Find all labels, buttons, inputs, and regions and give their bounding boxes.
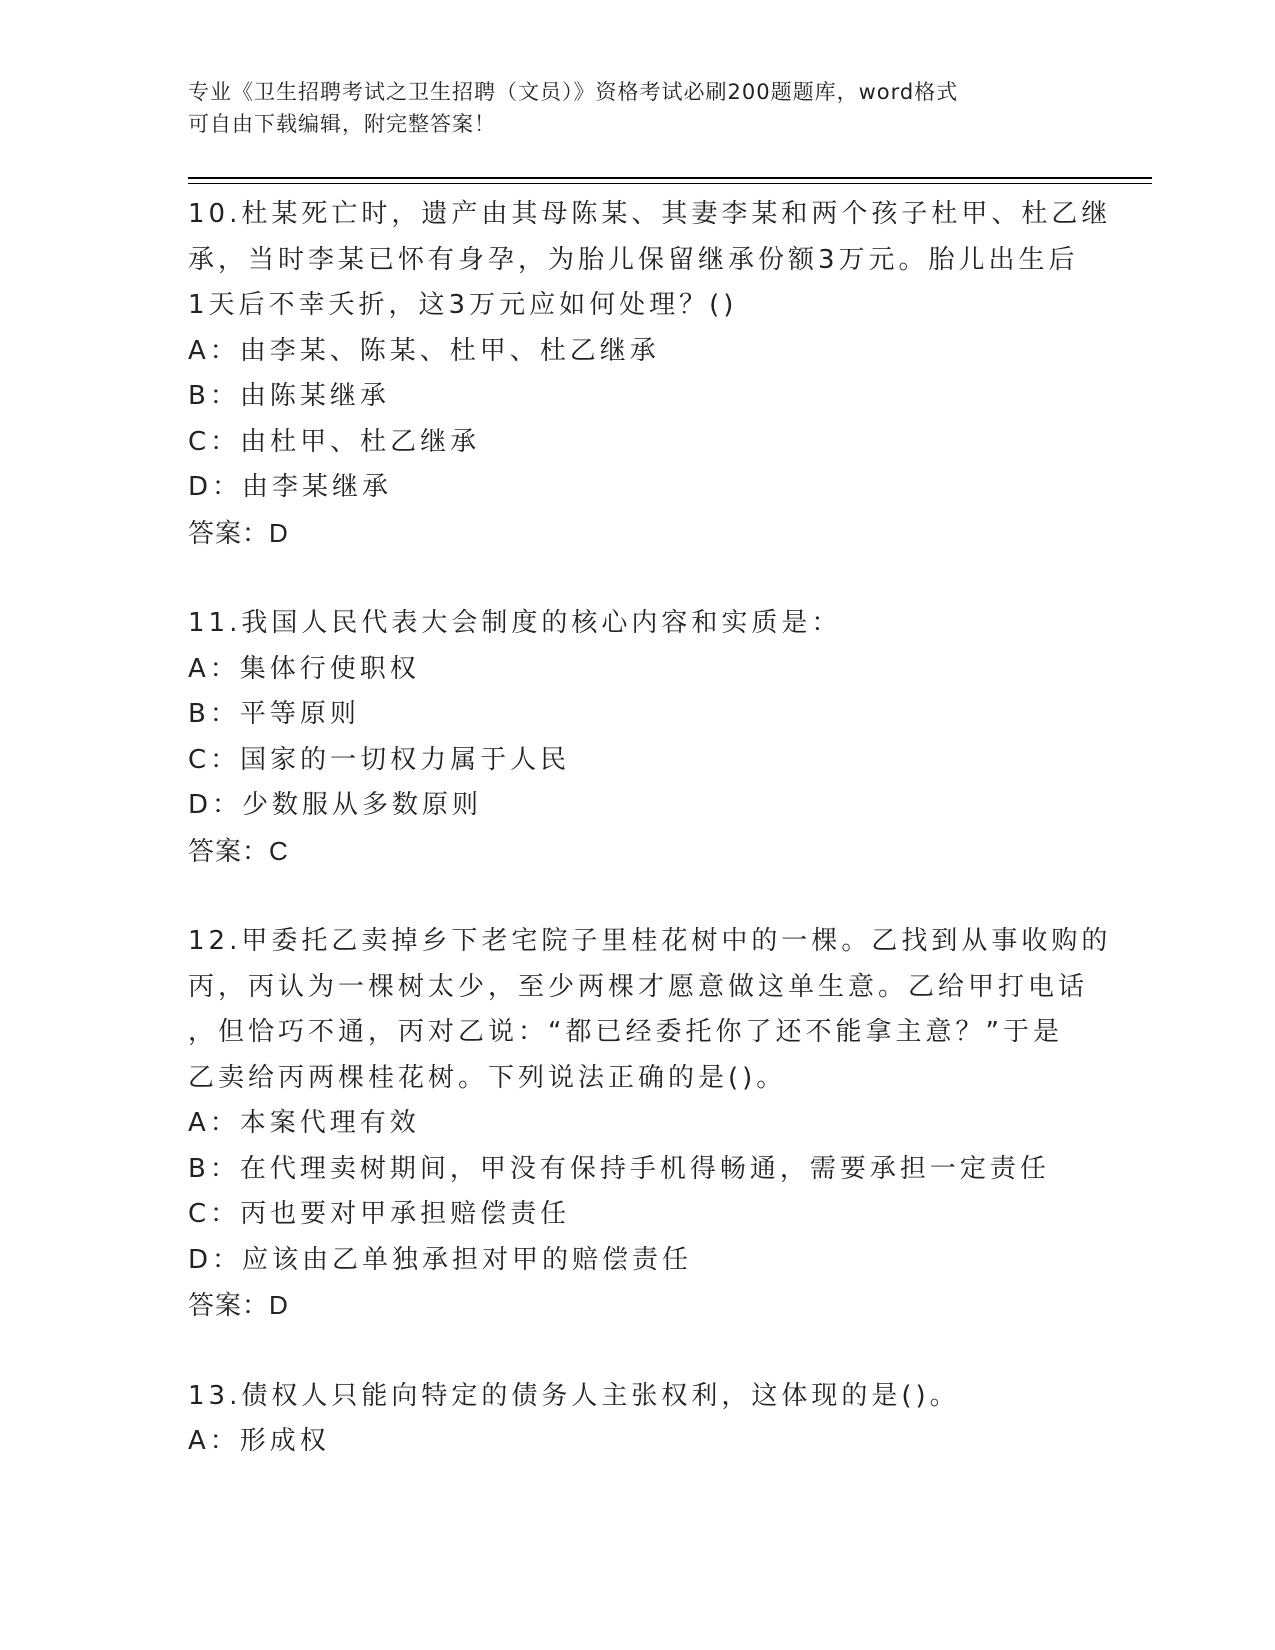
option-d: D：应该由乙单独承担对甲的赔偿责任 <box>188 1244 693 1275</box>
question-text-line: 乙卖给丙两棵桂花树。下列说法正确的是()。 <box>188 1062 787 1093</box>
spacer <box>188 556 1088 601</box>
option-a: A：本案代理有效 <box>188 1108 420 1138</box>
option-b: B：在代理卖树期间，甲没有保持手机得畅通，需要承担一定责任 <box>188 1153 1050 1184</box>
option-d: D：由李某继承 <box>188 472 393 502</box>
answer: 答案：C <box>188 835 289 866</box>
option-b: B：由陈某继承 <box>188 381 390 411</box>
spacer <box>188 874 1088 919</box>
question-13 <box>188 1374 1088 1465</box>
question-12 <box>188 919 1112 1329</box>
question-text-line: ，但恰巧不通，丙对乙说：“都已经委托你了还不能拿主意？”于是 <box>188 1017 1063 1047</box>
option-a: A：集体行使职权 <box>188 653 420 684</box>
question-text-line: 丙，丙认为一棵树太少，至少两棵才愿意做这单生意。乙给甲打电话 <box>188 971 1089 1002</box>
answer: 答案：D <box>188 1290 289 1320</box>
question-text-line: 承，当时李某已怀有身孕，为胎儿保留继承份额3万元。胎儿出生后 <box>188 244 1079 275</box>
question-text-line: 1天后不幸夭折，这3万元应如何处理？() <box>188 290 738 320</box>
header-line: 可自由下载编辑，附完整答案！ <box>188 112 496 136</box>
document-header <box>188 76 1088 140</box>
question-text-line: 13.债权人只能向特定的债务人主张权利，这体现的是()。 <box>188 1380 960 1411</box>
question-text-line: 11.我国人民代表大会制度的核心内容和实质是： <box>188 608 842 638</box>
header-divider-thick <box>188 177 1152 179</box>
question-list <box>188 192 1112 1465</box>
spacer <box>188 1329 1088 1374</box>
option-a: A：由李某、陈某、杜甲、杜乙继承 <box>188 335 660 366</box>
option-c: C：国家的一切权力属于人民 <box>188 744 571 775</box>
option-d: D：少数服从多数原则 <box>188 790 483 820</box>
question-10 <box>188 192 1112 556</box>
header-line: 专业《卫生招聘考试之卫生招聘（文员）》资格考试必刷200题题库，word格式 <box>188 80 959 104</box>
question-text-line: 12.甲委托乙卖掉乡下老宅院子里桂花树中的一棵。乙找到从事收购的 <box>188 926 1112 956</box>
header-divider-thin <box>188 183 1152 184</box>
question-text-line: 10.杜某死亡时，遗产由其母陈某、其妻李某和两个孩子杜甲、杜乙继 <box>188 199 1112 229</box>
question-11 <box>188 601 1088 874</box>
answer: 答案：D <box>188 517 289 548</box>
option-c: C：丙也要对甲承担赔偿责任 <box>188 1199 571 1229</box>
option-b: B：平等原则 <box>188 699 360 729</box>
option-a: A：形成权 <box>188 1426 330 1456</box>
option-c: C：由杜甲、杜乙继承 <box>188 426 481 457</box>
